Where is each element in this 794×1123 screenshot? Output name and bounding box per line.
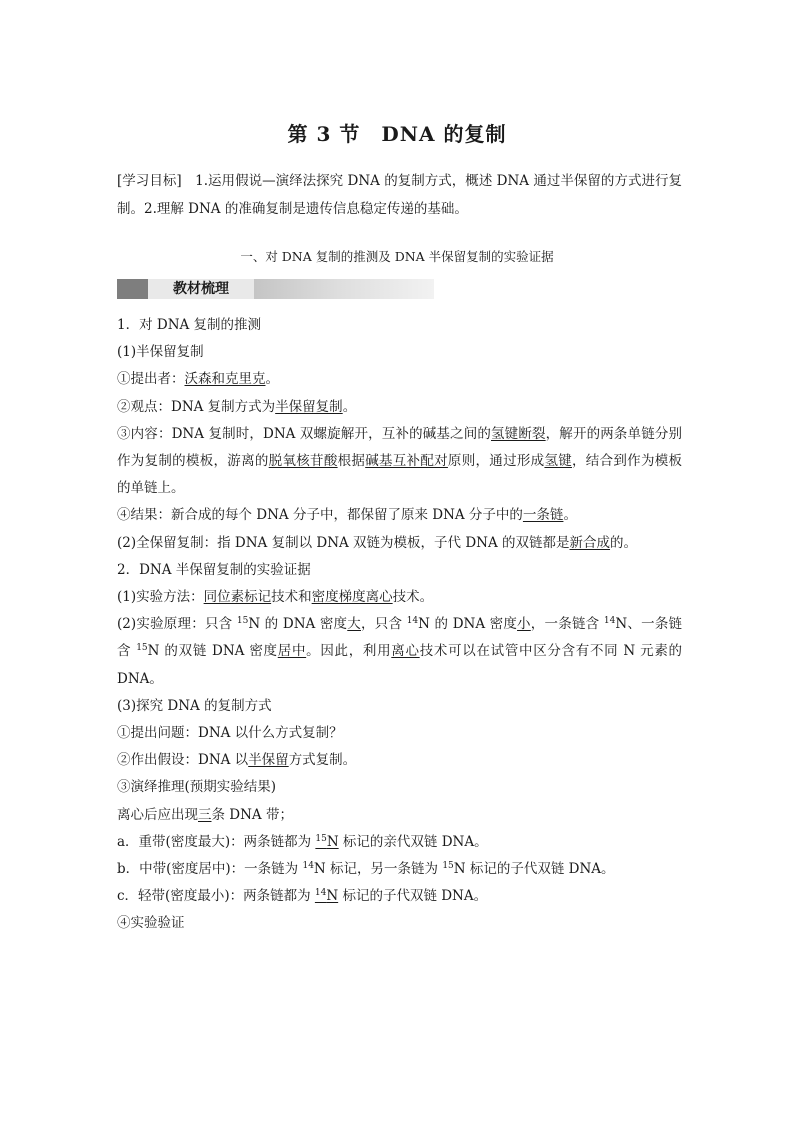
answer-blank: 脱氧核苷酸 xyxy=(268,453,338,470)
answer-blank: 半保留复制 xyxy=(275,398,343,415)
answer-blank: 离心 xyxy=(391,643,420,660)
banner-accent-bar xyxy=(117,279,148,299)
answer-blank: 新合成 xyxy=(569,534,611,551)
text-line: ③演绎推理(预期实验结果) xyxy=(117,779,277,796)
text-line: ②观点：DNA 复制方式为半保留复制。 xyxy=(117,398,357,415)
text-line: ②作出假设：DNA 以半保留方式复制。 xyxy=(117,752,357,769)
text-line: (1)实验方法：同位素标记技术和密度梯度离心技术。 xyxy=(117,589,434,606)
content-body xyxy=(117,312,682,938)
text-line: ④实验验证 xyxy=(117,915,185,932)
text-line: c．轻带(密度最小)：两条链都为 $^{14}$N 标记的子代双链 DNA。 xyxy=(117,888,488,905)
answer-blank: 氢键 xyxy=(544,453,573,470)
answer-blank: 同位素标记 xyxy=(203,589,272,606)
answer-blank: 居中 xyxy=(277,643,307,660)
learning-goals: [学习目标] 1.运用假说—演绎法探究 DNA 的复制方式，概述 DNA 通过半保留的方式进行复制。2.理解 DNA 的准确复制是遗传信息稳定传递的基础。 xyxy=(117,173,682,217)
item-heading: (1)半保留复制 xyxy=(117,344,204,361)
text-line: a．重带(密度最大)：两条链都为 $^{15}$N 标记的亲代双链 DNA。 xyxy=(117,833,488,850)
answer-blank: 三 xyxy=(198,806,212,823)
section-banner xyxy=(117,279,434,299)
answer-blank: 半保留 xyxy=(248,752,289,769)
text-line: (2)全保留复制：指 DNA 复制以 DNA 双链为模板，子代 DNA 的双链都是新合成的。 xyxy=(117,534,638,551)
item-heading: (3)探究 DNA 的复制方式 xyxy=(117,697,272,714)
answer-blank: 沃森和克里克 xyxy=(184,371,266,388)
answer-blank: 氢键断裂 xyxy=(491,425,546,442)
answer-blank: 大 xyxy=(347,616,361,633)
text-paragraph: ③内容：DNA 复制时，DNA 双螺旋解开，互补的碱基之间的氢键断裂，解开的两条单链分别作为复制的模板，游离的脱氧核苷酸根据碱基互补配对原则，通过形成氢键，结合到作为模板的单链上。 xyxy=(117,425,683,497)
subsection-heading: 1．对 DNA 复制的推测 xyxy=(117,317,262,333)
subsection-heading: 2．DNA 半保留复制的实验证据 xyxy=(117,561,311,578)
answer-blank: 一条链 xyxy=(522,507,564,524)
text-line: ①提出者：沃森和克里克。 xyxy=(117,371,279,388)
text-line: ①提出问题：DNA 以什么方式复制？ xyxy=(117,725,343,742)
answer-blank: 碱基互补配对 xyxy=(365,453,448,470)
banner-label: 教材梳理 xyxy=(148,279,254,299)
answer-blank: $^{14}$N xyxy=(314,888,339,905)
text-paragraph: (2)实验原理：只含 $^{15}$N 的 DNA 密度大，只含 $^{14}$N 的 DNA 密度小，一条链含 $^{14}$N、一条链含 $^{15}$N 的双链 DNA 密度居中。因此，利用离心技术可以在试管中区分含有不同 N 元素的 DNA。 xyxy=(117,616,683,687)
text-line: 离心后应出现三条 DNA 带； xyxy=(117,806,293,823)
text-line: b．中带(密度居中)：一条链为 $^{14}$N 标记，另一条链为 $^{15}$N 标记的子代双链 DNA。 xyxy=(117,861,615,878)
answer-blank: $^{15}$N xyxy=(315,833,339,850)
text-line: ④结果：新合成的每个 DNA 分子中，都保留了原来 DNA 分子中的一条链。 xyxy=(117,507,577,524)
section-heading: 一、对 DNA 复制的推测及 DNA 半保留复制的实验证据 xyxy=(240,249,554,264)
answer-blank: 密度梯度离心 xyxy=(311,589,393,606)
page-title: 第 3 节 DNA 的复制 xyxy=(287,122,507,146)
answer-blank: 小 xyxy=(517,616,531,633)
